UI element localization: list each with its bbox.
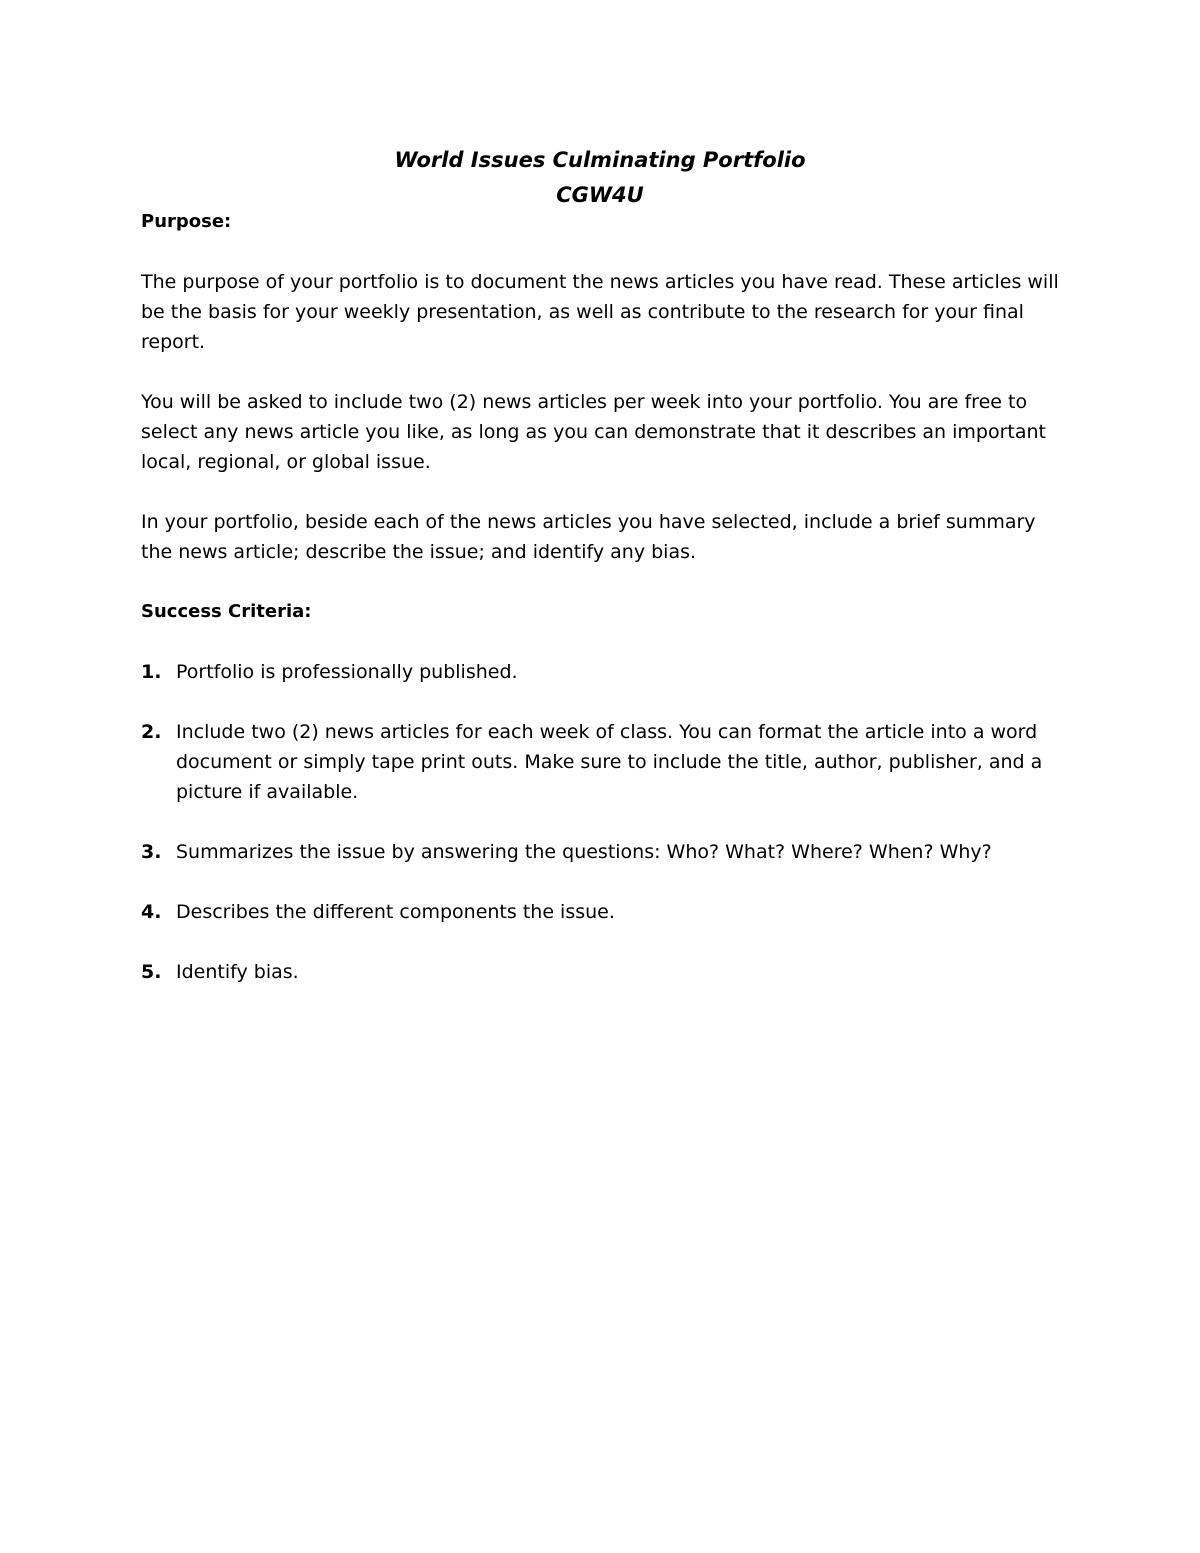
spacer bbox=[141, 627, 1071, 657]
document-title: World Issues Culminating Portfolio bbox=[394, 148, 806, 172]
criteria-number: 5. bbox=[141, 961, 162, 983]
criteria-item bbox=[141, 717, 1071, 807]
criteria-number: 1. bbox=[141, 661, 162, 683]
criteria-text: Identify bias. bbox=[176, 961, 299, 983]
spacer bbox=[141, 237, 1071, 267]
success-criteria-list bbox=[141, 657, 1071, 987]
criteria-text: Portfolio is professionally published. bbox=[176, 661, 518, 683]
criteria-number: 2. bbox=[141, 721, 162, 743]
spacer bbox=[141, 567, 1071, 597]
criteria-text: Include two (2) news articles for each week of class. You can format the article into a word document or simply tape print outs. Make sure to include the title, author, publisher, and a picture if available. bbox=[176, 721, 1043, 803]
spacer bbox=[141, 477, 1071, 507]
purpose-paragraph-1: The purpose of your portfolio is to document the news articles you have read. These articles will be the basis for your weekly presentation, as well as contribute to the research for your final report. bbox=[141, 271, 1059, 353]
purpose-paragraph-3: In your portfolio, beside each of the news articles you have selected, include a brief summary the news article; describe the issue; and identify any bias. bbox=[141, 511, 1036, 563]
criteria-item bbox=[141, 897, 1071, 927]
criteria-item bbox=[141, 837, 1071, 867]
spacer bbox=[141, 357, 1071, 387]
criteria-number: 4. bbox=[141, 901, 162, 923]
criteria-item bbox=[141, 657, 1071, 687]
document-header bbox=[0, 143, 1200, 213]
criteria-number: 3. bbox=[141, 841, 162, 863]
document-body bbox=[141, 207, 1071, 1017]
purpose-paragraph-2: You will be asked to include two (2) news articles per week into your portfolio. You are free to select any news article you like, as long as you can demonstrate that it describes an important local, regional, or global issue. bbox=[141, 391, 1047, 473]
criteria-text: Summarizes the issue by answering the questions: Who? What? Where? When? Why? bbox=[176, 841, 992, 863]
course-code: CGW4U bbox=[556, 183, 644, 207]
purpose-heading: Purpose: bbox=[141, 211, 232, 232]
success-criteria-heading: Success Criteria: bbox=[141, 601, 312, 622]
criteria-item bbox=[141, 957, 1071, 987]
criteria-text: Describes the different components the issue. bbox=[176, 901, 615, 923]
